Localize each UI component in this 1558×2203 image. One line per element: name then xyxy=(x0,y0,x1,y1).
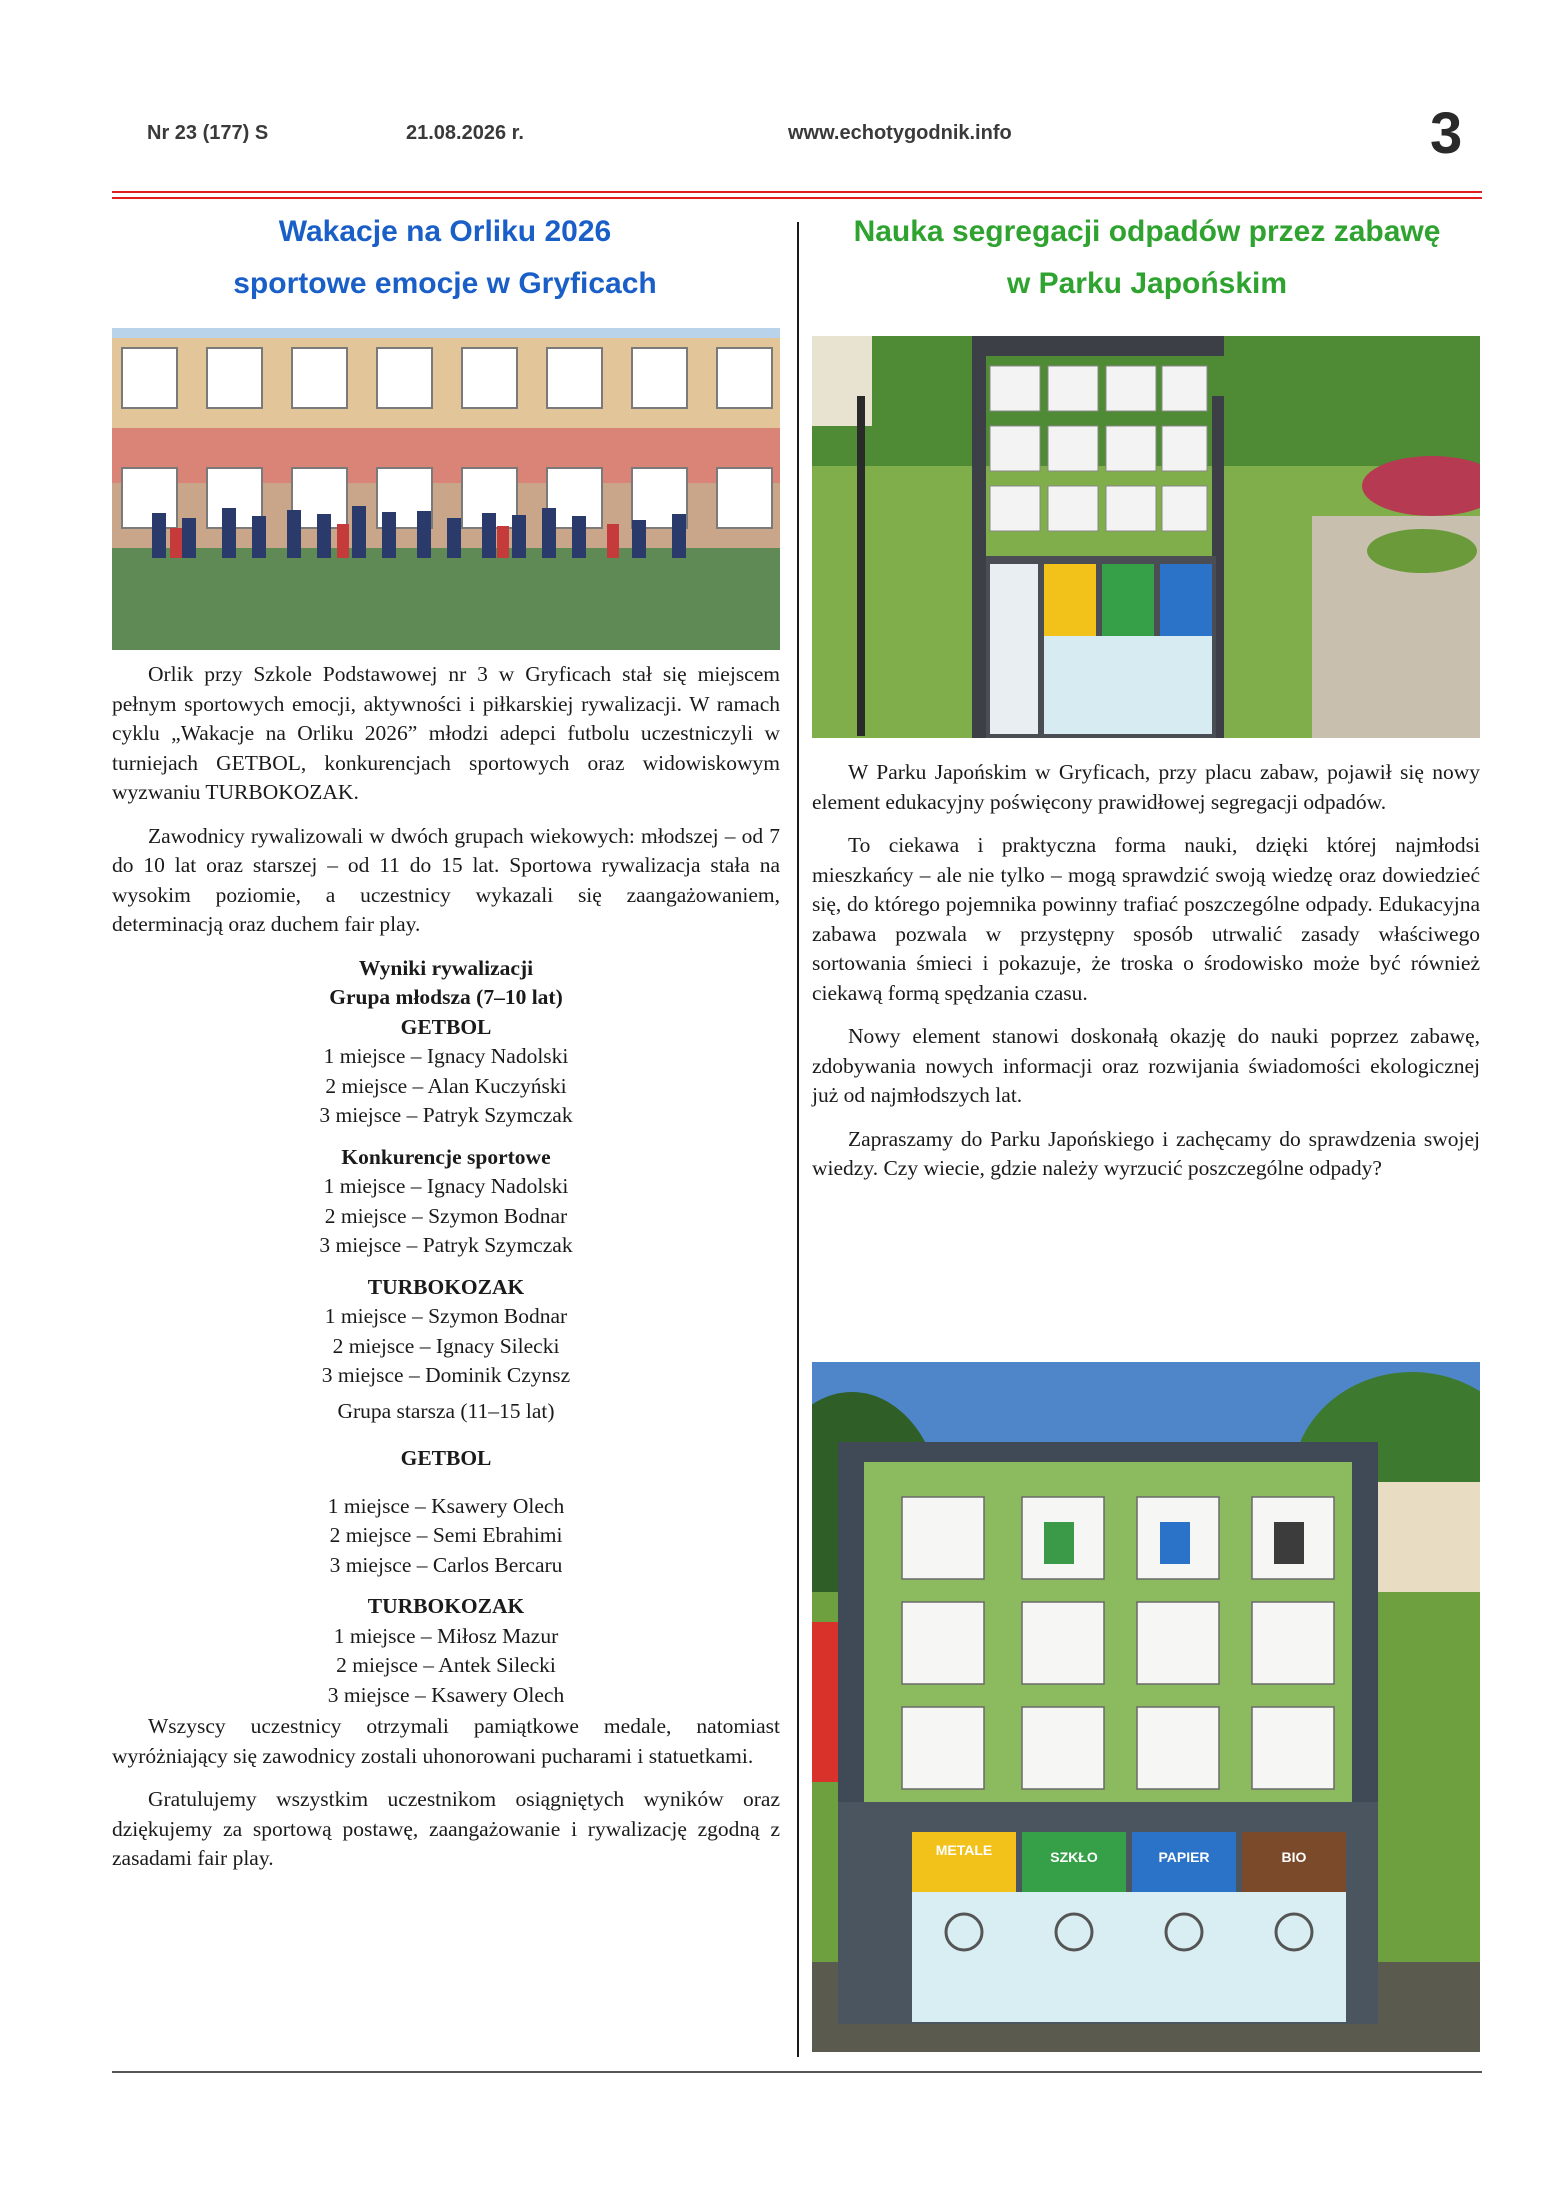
right-article-body xyxy=(812,758,1480,1198)
issue-date: 21.08.2026 r. xyxy=(406,122,524,144)
right-paragraph-4: Zapraszamy do Parku Japońskiego i zachęcamy do sprawdzenia swojej wiedzy. Czy wiecie, gdzie należy wyrzucić poszczególne odpady? xyxy=(812,1126,1480,1180)
younger-sport-1: 1 miejsce – Ignacy Nadolski xyxy=(323,1174,569,1198)
younger-turbo-3: 3 miejsce – Dominik Czynsz xyxy=(321,1363,571,1387)
results-section xyxy=(112,954,780,1711)
column-divider xyxy=(797,222,799,2057)
issue-number: Nr 23 (177) S xyxy=(147,122,269,144)
park-photo-top xyxy=(812,336,1480,738)
website-url[interactable]: www.echotygodnik.info xyxy=(788,122,1012,144)
left-article-title xyxy=(112,206,778,310)
younger-getbol-heading: GETBOL xyxy=(400,1014,492,1039)
older-turbo-3: 3 miejsce – Ksawery Olech xyxy=(327,1682,565,1707)
older-getbol-2: 2 miejsce – Semi Ebrahimi xyxy=(329,1523,563,1547)
bin-label-bio: BIO xyxy=(1281,1849,1307,1865)
bin-label-metal: METALE xyxy=(935,1842,993,1858)
younger-sport-heading: Konkurencje sportowe xyxy=(341,1144,551,1169)
younger-sport-2: 2 miejsce – Szymon Bodnar xyxy=(324,1203,568,1228)
older-turbo-heading: TURBOKOZAK xyxy=(367,1594,525,1618)
right-title-line1: Nauka segregacji odpadów przez zabawę xyxy=(853,215,1441,248)
older-group-heading: Grupa starsza (11–15 lat) xyxy=(337,1398,555,1423)
left-closing-2: Gratulujemy wszystkim uczestnikom osiągniętych wyników oraz dziękujemy za sportową postawę, zaangażowanie i rywalizację zgodną z zasadami fair play. xyxy=(112,1787,780,1870)
older-turbo-1: 1 miejsce – Miłosz Mazur xyxy=(333,1623,559,1648)
younger-group-heading: Grupa młodsza (7–10 lat) xyxy=(329,985,563,1009)
left-closing-1: Wszyscy uczestnicy otrzymali pamiątkowe medale, natomiast wyróżniający się zawodnicy zostali uhonorowani pucharami i statuetkami. xyxy=(112,1714,780,1768)
right-title-line2: w Parku Japońskim xyxy=(1006,267,1288,300)
header-rule-top xyxy=(112,191,1482,193)
younger-turbo-1: 1 miejsce – Szymon Bodnar xyxy=(324,1304,568,1328)
younger-getbol-3: 3 miejsce – Patryk Szymczak xyxy=(319,1103,573,1127)
younger-turbo-2: 2 miejsce – Ignacy Silecki xyxy=(332,1333,560,1358)
right-paragraph-1: W Parku Japońskim w Gryficach, przy placu zabaw, pojawił się nowy element edukacyjny poświęcony prawidłowej segregacji odpadów. xyxy=(812,760,1480,814)
bin-label-paper: PAPIER xyxy=(1158,1849,1210,1865)
right-paragraph-3: Nowy element stanowi doskonałą okazję do nauki poprzez zabawę, zdobywania nowych informacji oraz rozwijania świadomości ekologicznej już od najmłodszych lat. xyxy=(812,1024,1480,1107)
left-title-line2: sportowe emocje w Gryficach xyxy=(233,267,657,300)
left-paragraph-1: Orlik przy Szkole Podstawowej nr 3 w Gryficach stał się miejscem pełnym sportowych emocji, aktywności i piłkarskiej rywalizacji. W ramach cyklu „Wakacje na Orliku 2026” młodzi adepci futbolu uczestniczyli w turniejach GETBOL, konkurencjach sportowych oraz widowiskowym wyzwaniu TURBOKOZAK. xyxy=(112,662,780,804)
younger-getbol-2: 2 miejsce – Alan Kuczyński xyxy=(325,1073,567,1098)
orlik-photo xyxy=(112,328,780,650)
bin-label-glass: SZKŁO xyxy=(1050,1849,1098,1865)
older-getbol-1: 1 miejsce – Ksawery Olech xyxy=(327,1493,565,1518)
park-photo-bottom xyxy=(812,1362,1480,2052)
younger-turbo-heading: TURBOKOZAK xyxy=(367,1274,525,1299)
older-turbo-2: 2 miejsce – Antek Silecki xyxy=(336,1653,556,1677)
header-rule-bottom xyxy=(112,197,1482,199)
younger-sport-3: 3 miejsce – Patryk Szymczak xyxy=(319,1233,573,1257)
left-article-body xyxy=(112,660,780,1888)
older-getbol-3: 3 miejsce – Carlos Bercaru xyxy=(329,1552,563,1577)
right-paragraph-2: To ciekawa i praktyczna forma nauki, dzięki której najmłodsi mieszkańcy – ale nie tylko – mogą sprawdzić swoją wiedzę oraz dowiedzieć się, do którego pojemnika powinny trafiać poszczególne odpady. Edukacyjna zabawa pozwala w przystępny sposób utrwalić zasady właściwego sortowania śmieci i pokazuje, że troska o środowisko może być również ciekawą formą spędzania czasu. xyxy=(812,833,1480,1005)
left-paragraph-2: Zawodnicy rywalizowali w dwóch grupach wiekowych: młodszej – od 7 do 10 lat oraz starszej – od 11 do 15 lat. Sportowa rywalizacja stała na wysokim poziomie, a uczestnicy wykazali się zaangażowaniem, determinacją oraz duchem fair play. xyxy=(112,823,780,936)
footer-rule xyxy=(112,2071,1482,2073)
right-article-title xyxy=(812,206,1482,310)
page-number: 3 xyxy=(1430,101,1463,166)
left-title-line1: Wakacje na Orliku 2026 xyxy=(278,215,612,248)
older-getbol-heading: GETBOL xyxy=(400,1446,492,1470)
results-heading: Wyniki rywalizacji xyxy=(358,955,534,980)
younger-getbol-1: 1 miejsce – Ignacy Nadolski xyxy=(323,1044,569,1068)
